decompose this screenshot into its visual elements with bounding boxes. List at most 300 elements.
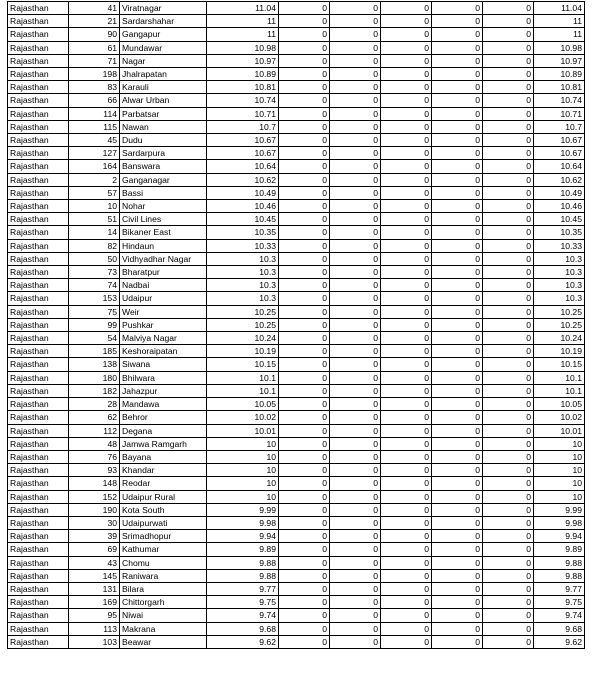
zero-cell: 0 <box>381 134 432 147</box>
ac-number-cell: 113 <box>69 622 120 635</box>
state-cell: Rajasthan <box>8 450 69 463</box>
table-row <box>8 543 585 556</box>
table-row <box>8 622 585 635</box>
ac-number-cell: 180 <box>69 371 120 384</box>
zero-cell: 0 <box>432 450 483 463</box>
zero-cell: 0 <box>330 622 381 635</box>
zero-cell: 0 <box>330 437 381 450</box>
ac-number-cell: 75 <box>69 305 120 318</box>
zero-cell: 0 <box>381 54 432 67</box>
constituency-cell: Mandawa <box>120 398 207 411</box>
value-cell: 10 <box>207 490 279 503</box>
zero-cell: 0 <box>381 411 432 424</box>
zero-cell: 0 <box>279 609 330 622</box>
table-row <box>8 635 585 648</box>
total-cell: 9.94 <box>534 530 585 543</box>
table-row <box>8 68 585 81</box>
zero-cell: 0 <box>483 94 534 107</box>
table-row <box>8 345 585 358</box>
zero-cell: 0 <box>330 292 381 305</box>
ac-number-cell: 51 <box>69 213 120 226</box>
table-row <box>8 147 585 160</box>
ac-number-cell: 169 <box>69 596 120 609</box>
table-row <box>8 477 585 490</box>
zero-cell: 0 <box>432 81 483 94</box>
zero-cell: 0 <box>381 503 432 516</box>
state-cell: Rajasthan <box>8 81 69 94</box>
value-cell: 10.19 <box>207 345 279 358</box>
total-cell: 10.15 <box>534 358 585 371</box>
total-cell: 9.99 <box>534 503 585 516</box>
zero-cell: 0 <box>432 15 483 28</box>
state-cell: Rajasthan <box>8 213 69 226</box>
zero-cell: 0 <box>279 516 330 529</box>
constituency-cell: Bassi <box>120 186 207 199</box>
table-row <box>8 239 585 252</box>
zero-cell: 0 <box>483 437 534 450</box>
zero-cell: 0 <box>483 239 534 252</box>
state-cell: Rajasthan <box>8 464 69 477</box>
value-cell: 10.97 <box>207 54 279 67</box>
value-cell: 11 <box>207 28 279 41</box>
zero-cell: 0 <box>381 622 432 635</box>
zero-cell: 0 <box>381 68 432 81</box>
zero-cell: 0 <box>330 384 381 397</box>
zero-cell: 0 <box>279 596 330 609</box>
ac-number-cell: 145 <box>69 569 120 582</box>
table-row <box>8 569 585 582</box>
table-row <box>8 252 585 265</box>
zero-cell: 0 <box>432 28 483 41</box>
zero-cell: 0 <box>483 134 534 147</box>
total-cell: 10.19 <box>534 345 585 358</box>
zero-cell: 0 <box>381 318 432 331</box>
zero-cell: 0 <box>279 147 330 160</box>
zero-cell: 0 <box>330 332 381 345</box>
zero-cell: 0 <box>432 384 483 397</box>
zero-cell: 0 <box>432 464 483 477</box>
state-cell: Rajasthan <box>8 266 69 279</box>
zero-cell: 0 <box>279 160 330 173</box>
zero-cell: 0 <box>483 530 534 543</box>
zero-cell: 0 <box>432 147 483 160</box>
ac-number-cell: 148 <box>69 477 120 490</box>
zero-cell: 0 <box>483 516 534 529</box>
zero-cell: 0 <box>279 173 330 186</box>
constituency-cell: Jhalrapatan <box>120 68 207 81</box>
zero-cell: 0 <box>483 200 534 213</box>
value-cell: 10.7 <box>207 120 279 133</box>
constituency-cell: Pushkar <box>120 318 207 331</box>
constituency-cell: Viratnagar <box>120 2 207 15</box>
state-cell: Rajasthan <box>8 384 69 397</box>
zero-cell: 0 <box>483 384 534 397</box>
zero-cell: 0 <box>381 530 432 543</box>
table-row <box>8 490 585 503</box>
total-cell: 10.25 <box>534 318 585 331</box>
total-cell: 9.89 <box>534 543 585 556</box>
value-cell: 10.49 <box>207 186 279 199</box>
value-cell: 10.3 <box>207 266 279 279</box>
table-row <box>8 186 585 199</box>
constituency-cell: Chomu <box>120 556 207 569</box>
total-cell: 10 <box>534 450 585 463</box>
zero-cell: 0 <box>483 28 534 41</box>
table-row <box>8 266 585 279</box>
value-cell: 10.05 <box>207 398 279 411</box>
zero-cell: 0 <box>432 490 483 503</box>
ac-number-cell: 57 <box>69 186 120 199</box>
zero-cell: 0 <box>483 279 534 292</box>
constituency-cell: Civil Lines <box>120 213 207 226</box>
zero-cell: 0 <box>330 279 381 292</box>
total-cell: 10.64 <box>534 160 585 173</box>
zero-cell: 0 <box>432 54 483 67</box>
zero-cell: 0 <box>381 147 432 160</box>
constituency-cell: Udaipur <box>120 292 207 305</box>
zero-cell: 0 <box>279 556 330 569</box>
state-cell: Rajasthan <box>8 318 69 331</box>
total-cell: 11 <box>534 28 585 41</box>
table-row <box>8 384 585 397</box>
table-row <box>8 358 585 371</box>
value-cell: 10.45 <box>207 213 279 226</box>
zero-cell: 0 <box>483 147 534 160</box>
zero-cell: 0 <box>330 200 381 213</box>
table-row <box>8 41 585 54</box>
zero-cell: 0 <box>483 15 534 28</box>
zero-cell: 0 <box>483 107 534 120</box>
value-cell: 9.74 <box>207 609 279 622</box>
zero-cell: 0 <box>381 345 432 358</box>
data-table <box>7 1 585 649</box>
zero-cell: 0 <box>483 332 534 345</box>
zero-cell: 0 <box>381 398 432 411</box>
zero-cell: 0 <box>483 68 534 81</box>
total-cell: 9.88 <box>534 569 585 582</box>
zero-cell: 0 <box>432 186 483 199</box>
zero-cell: 0 <box>279 530 330 543</box>
constituency-cell: Chittorgarh <box>120 596 207 609</box>
table-body <box>8 2 585 649</box>
zero-cell: 0 <box>432 318 483 331</box>
zero-cell: 0 <box>483 120 534 133</box>
zero-cell: 0 <box>279 437 330 450</box>
state-cell: Rajasthan <box>8 252 69 265</box>
zero-cell: 0 <box>330 318 381 331</box>
zero-cell: 0 <box>381 239 432 252</box>
state-cell: Rajasthan <box>8 28 69 41</box>
zero-cell: 0 <box>381 556 432 569</box>
zero-cell: 0 <box>330 490 381 503</box>
zero-cell: 0 <box>432 411 483 424</box>
state-cell: Rajasthan <box>8 279 69 292</box>
zero-cell: 0 <box>432 516 483 529</box>
table-row <box>8 464 585 477</box>
zero-cell: 0 <box>483 186 534 199</box>
zero-cell: 0 <box>483 398 534 411</box>
zero-cell: 0 <box>432 68 483 81</box>
zero-cell: 0 <box>330 94 381 107</box>
value-cell: 9.88 <box>207 556 279 569</box>
value-cell: 9.75 <box>207 596 279 609</box>
zero-cell: 0 <box>279 490 330 503</box>
state-cell: Rajasthan <box>8 147 69 160</box>
zero-cell: 0 <box>432 503 483 516</box>
state-cell: Rajasthan <box>8 371 69 384</box>
zero-cell: 0 <box>381 41 432 54</box>
zero-cell: 0 <box>381 424 432 437</box>
constituency-cell: Weir <box>120 305 207 318</box>
table-row <box>8 609 585 622</box>
state-cell: Rajasthan <box>8 200 69 213</box>
zero-cell: 0 <box>432 582 483 595</box>
zero-cell: 0 <box>279 226 330 239</box>
zero-cell: 0 <box>279 266 330 279</box>
zero-cell: 0 <box>381 582 432 595</box>
state-cell: Rajasthan <box>8 41 69 54</box>
ac-number-cell: 39 <box>69 530 120 543</box>
total-cell: 10.67 <box>534 147 585 160</box>
zero-cell: 0 <box>381 28 432 41</box>
zero-cell: 0 <box>381 252 432 265</box>
value-cell: 10.35 <box>207 226 279 239</box>
value-cell: 10.15 <box>207 358 279 371</box>
zero-cell: 0 <box>330 635 381 648</box>
table-row <box>8 371 585 384</box>
constituency-cell: Malviya Nagar <box>120 332 207 345</box>
constituency-cell: Vidhyadhar Nagar <box>120 252 207 265</box>
total-cell: 10 <box>534 464 585 477</box>
constituency-cell: Udaipurwati <box>120 516 207 529</box>
constituency-cell: Udaipur Rural <box>120 490 207 503</box>
zero-cell: 0 <box>483 490 534 503</box>
constituency-cell: Ganganagar <box>120 173 207 186</box>
value-cell: 10.25 <box>207 318 279 331</box>
state-cell: Rajasthan <box>8 437 69 450</box>
zero-cell: 0 <box>279 81 330 94</box>
value-cell: 10.67 <box>207 147 279 160</box>
ac-number-cell: 43 <box>69 556 120 569</box>
ac-number-cell: 66 <box>69 94 120 107</box>
total-cell: 10.3 <box>534 292 585 305</box>
total-cell: 10.46 <box>534 200 585 213</box>
value-cell: 10 <box>207 437 279 450</box>
zero-cell: 0 <box>432 371 483 384</box>
ac-number-cell: 62 <box>69 411 120 424</box>
zero-cell: 0 <box>279 332 330 345</box>
zero-cell: 0 <box>483 411 534 424</box>
zero-cell: 0 <box>432 305 483 318</box>
zero-cell: 0 <box>483 292 534 305</box>
state-cell: Rajasthan <box>8 358 69 371</box>
zero-cell: 0 <box>483 556 534 569</box>
constituency-cell: Beawar <box>120 635 207 648</box>
zero-cell: 0 <box>432 622 483 635</box>
zero-cell: 0 <box>432 120 483 133</box>
zero-cell: 0 <box>330 556 381 569</box>
state-cell: Rajasthan <box>8 569 69 582</box>
zero-cell: 0 <box>330 107 381 120</box>
state-cell: Rajasthan <box>8 477 69 490</box>
total-cell: 10.62 <box>534 173 585 186</box>
zero-cell: 0 <box>279 450 330 463</box>
zero-cell: 0 <box>483 609 534 622</box>
zero-cell: 0 <box>381 490 432 503</box>
zero-cell: 0 <box>279 54 330 67</box>
zero-cell: 0 <box>381 437 432 450</box>
zero-cell: 0 <box>381 279 432 292</box>
zero-cell: 0 <box>432 358 483 371</box>
zero-cell: 0 <box>483 173 534 186</box>
constituency-cell: Raniwara <box>120 569 207 582</box>
ac-number-cell: 54 <box>69 332 120 345</box>
zero-cell: 0 <box>381 2 432 15</box>
table-row <box>8 305 585 318</box>
zero-cell: 0 <box>483 543 534 556</box>
zero-cell: 0 <box>432 477 483 490</box>
state-cell: Rajasthan <box>8 94 69 107</box>
zero-cell: 0 <box>279 94 330 107</box>
table-row <box>8 450 585 463</box>
zero-cell: 0 <box>381 107 432 120</box>
constituency-cell: Niwai <box>120 609 207 622</box>
constituency-cell: Gangapur <box>120 28 207 41</box>
zero-cell: 0 <box>483 160 534 173</box>
zero-cell: 0 <box>381 609 432 622</box>
zero-cell: 0 <box>483 345 534 358</box>
value-cell: 10.64 <box>207 160 279 173</box>
state-cell: Rajasthan <box>8 622 69 635</box>
zero-cell: 0 <box>432 530 483 543</box>
zero-cell: 0 <box>483 596 534 609</box>
zero-cell: 0 <box>432 556 483 569</box>
total-cell: 10 <box>534 477 585 490</box>
total-cell: 10.35 <box>534 226 585 239</box>
zero-cell: 0 <box>483 318 534 331</box>
zero-cell: 0 <box>381 516 432 529</box>
state-cell: Rajasthan <box>8 305 69 318</box>
ac-number-cell: 50 <box>69 252 120 265</box>
zero-cell: 0 <box>279 424 330 437</box>
zero-cell: 0 <box>330 424 381 437</box>
table-row <box>8 15 585 28</box>
state-cell: Rajasthan <box>8 186 69 199</box>
zero-cell: 0 <box>279 384 330 397</box>
ac-number-cell: 83 <box>69 81 120 94</box>
zero-cell: 0 <box>483 424 534 437</box>
zero-cell: 0 <box>483 477 534 490</box>
zero-cell: 0 <box>381 200 432 213</box>
total-cell: 10.3 <box>534 279 585 292</box>
ac-number-cell: 14 <box>69 226 120 239</box>
constituency-cell: Alwar Urban <box>120 94 207 107</box>
table-row <box>8 54 585 67</box>
zero-cell: 0 <box>483 2 534 15</box>
constituency-cell: Bhilwara <box>120 371 207 384</box>
state-cell: Rajasthan <box>8 424 69 437</box>
zero-cell: 0 <box>279 543 330 556</box>
value-cell: 10.71 <box>207 107 279 120</box>
zero-cell: 0 <box>381 266 432 279</box>
constituency-cell: Reodar <box>120 477 207 490</box>
ac-number-cell: 76 <box>69 450 120 463</box>
zero-cell: 0 <box>330 371 381 384</box>
table-row <box>8 437 585 450</box>
total-cell: 10.45 <box>534 213 585 226</box>
ac-number-cell: 185 <box>69 345 120 358</box>
total-cell: 10.1 <box>534 371 585 384</box>
constituency-cell: Keshoraipatan <box>120 345 207 358</box>
ac-number-cell: 153 <box>69 292 120 305</box>
constituency-cell: Bilara <box>120 582 207 595</box>
total-cell: 10.74 <box>534 94 585 107</box>
table-row <box>8 503 585 516</box>
zero-cell: 0 <box>330 596 381 609</box>
table-row <box>8 28 585 41</box>
constituency-cell: Mundawar <box>120 41 207 54</box>
state-cell: Rajasthan <box>8 226 69 239</box>
total-cell: 10 <box>534 437 585 450</box>
constituency-cell: Dudu <box>120 134 207 147</box>
zero-cell: 0 <box>330 582 381 595</box>
total-cell: 9.62 <box>534 635 585 648</box>
value-cell: 10.98 <box>207 41 279 54</box>
total-cell: 9.88 <box>534 556 585 569</box>
zero-cell: 0 <box>381 226 432 239</box>
zero-cell: 0 <box>279 120 330 133</box>
constituency-cell: Parbatsar <box>120 107 207 120</box>
value-cell: 10.1 <box>207 371 279 384</box>
zero-cell: 0 <box>483 252 534 265</box>
zero-cell: 0 <box>483 41 534 54</box>
zero-cell: 0 <box>279 503 330 516</box>
value-cell: 10.3 <box>207 292 279 305</box>
table-row <box>8 596 585 609</box>
zero-cell: 0 <box>330 226 381 239</box>
zero-cell: 0 <box>330 464 381 477</box>
zero-cell: 0 <box>330 569 381 582</box>
zero-cell: 0 <box>483 81 534 94</box>
total-cell: 10.3 <box>534 266 585 279</box>
zero-cell: 0 <box>330 477 381 490</box>
state-cell: Rajasthan <box>8 503 69 516</box>
total-cell: 10.89 <box>534 68 585 81</box>
ac-number-cell: 71 <box>69 54 120 67</box>
value-cell: 10 <box>207 464 279 477</box>
total-cell: 10.7 <box>534 120 585 133</box>
zero-cell: 0 <box>279 15 330 28</box>
constituency-cell: Nagar <box>120 54 207 67</box>
zero-cell: 0 <box>432 173 483 186</box>
zero-cell: 0 <box>330 252 381 265</box>
zero-cell: 0 <box>483 635 534 648</box>
total-cell: 10.24 <box>534 332 585 345</box>
total-cell: 10 <box>534 490 585 503</box>
total-cell: 11.04 <box>534 2 585 15</box>
zero-cell: 0 <box>279 305 330 318</box>
zero-cell: 0 <box>483 54 534 67</box>
zero-cell: 0 <box>432 213 483 226</box>
zero-cell: 0 <box>432 200 483 213</box>
total-cell: 10.49 <box>534 186 585 199</box>
zero-cell: 0 <box>330 54 381 67</box>
total-cell: 10.33 <box>534 239 585 252</box>
zero-cell: 0 <box>483 450 534 463</box>
ac-number-cell: 21 <box>69 15 120 28</box>
constituency-cell: Nadbai <box>120 279 207 292</box>
table-row <box>8 279 585 292</box>
